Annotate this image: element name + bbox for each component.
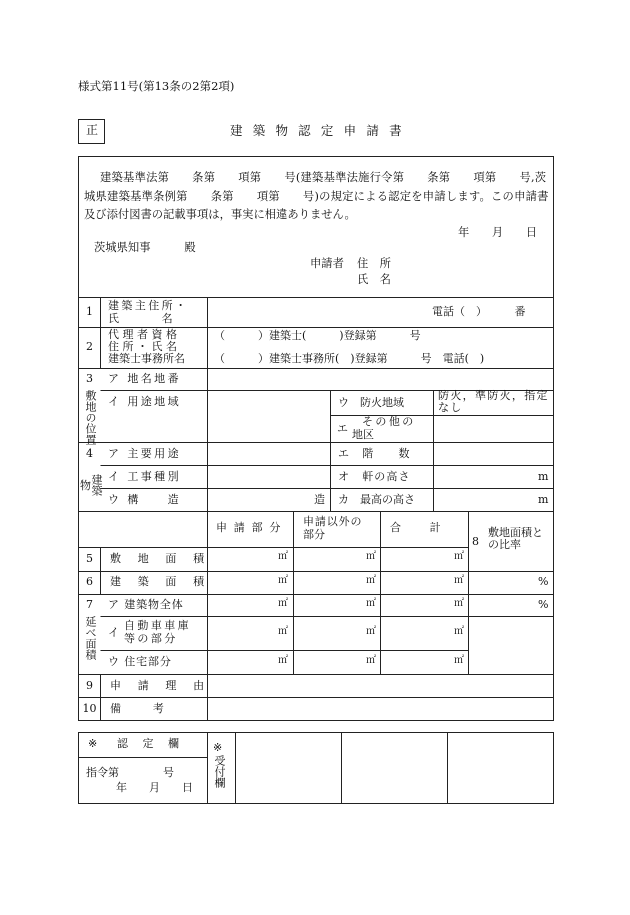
row1-label-a: 建築主住所・ [108,299,189,312]
row4-e-label: エ 階 数 [338,447,411,460]
row2-label-b: 住 所 ・ 氏 名 [108,340,177,353]
row7-group-label: 延べ面積 [84,616,97,660]
row3-e-label-a: その他の [362,415,416,428]
row4-ka-unit: m [538,493,549,506]
area-col-other-b: 部分 [303,528,325,541]
row5-number: 5 [86,552,93,565]
addressee: 茨城県知事 殿 [94,241,196,254]
row7-u-label: ウ 住宅部分 [108,655,172,668]
row5-unit-total: ㎡ [454,551,464,562]
row4-i-label: イ 工事種別 [108,470,182,483]
row7-number: 7 [86,598,93,611]
row7i-unit-apply: ㎡ [278,626,288,637]
row4-group-label [80,474,102,504]
row7a-unit-total: ㎡ [454,598,464,609]
row9-label: 申 請 理 由 [110,679,211,692]
row3-a-label: ア 地名地番 [108,372,182,385]
row6-percent: % [538,575,549,588]
row5-label: 敷 地 面 積 [110,552,211,565]
row6-label: 建 築 面 積 [110,575,211,588]
approval-mark: ※ [88,737,98,750]
row3-u-value: 防火，準防火，指定なし [438,389,549,414]
row4-number: 4 [86,447,93,460]
intro-line-3: 及び添付図書の記載事項は，事実に相違ありません。 [84,208,356,221]
row7u-unit-apply: ㎡ [278,655,288,666]
row7-i-prefix: イ [108,626,119,639]
order-number: 指令第 号 [86,766,174,779]
row3-i-label: イ 用途地域 [108,395,182,408]
row4-group-chars: 建築 [90,474,103,496]
row10-label: 備 考 [110,702,168,715]
intro-line-2: 城県建築基準条例第 条第 項第 号)の規定による認定を申請します。この申請書 [84,190,549,203]
row3-e-prefix: エ [337,422,348,435]
row4-group-char: 物 [80,479,91,492]
area-col-total: 合 計 [390,521,443,534]
name-label: 氏 名 [357,273,391,286]
row7-i-label-b: 等の部分 [124,632,178,645]
row5-unit-apply: ㎡ [278,551,288,562]
row4-u-suffix: 造 [314,493,325,506]
area-col-apply: 申 請 部 分 [216,521,283,534]
form-number: 様式第11号(第13条の2第2項) [78,79,235,93]
row4-ka-label: カ 最高の高さ [338,493,415,506]
row6-unit-total: ㎡ [454,575,464,586]
order-date: 年 月 日 [116,781,193,794]
form-title: 建 築 物 認 定 申 請 書 [230,123,405,138]
row3-e-label-b: 地区 [352,428,374,441]
row6-number: 6 [86,575,93,588]
reception-label: 受付欄 [213,755,226,788]
approval-title: 認 定 欄 [117,737,185,750]
row4-o-label: オ 軒の高さ [338,470,411,483]
row1-phone: 電話（ ） 番 [432,305,526,318]
address-label: 住 所 [357,257,391,270]
row1-number: 1 [86,305,93,318]
row4-a-label: ア 主要用途 [108,447,182,460]
area-col-other-a: 申請以外の [303,515,363,528]
row4-u-label: ウ 構 造 [108,493,182,506]
original-mark: 正 [85,123,98,137]
row3-u-label: ウ 防火地域 [338,396,404,409]
area-col8-label-b: の比率 [488,538,521,551]
row10-number: 10 [82,702,97,715]
row1-label-b: 氏 名 [108,312,176,325]
area-col8-number: 8 [472,535,479,548]
row4-o-unit: m [538,470,549,483]
application-date: 年 月 日 [458,226,538,239]
row3-group-label: 敷地の位置 [84,390,97,445]
applicant-label: 申請者 [310,257,344,270]
row6-unit-other: ㎡ [366,575,376,586]
row5-unit-other: ㎡ [366,551,376,562]
row2-label-c: 建築士事務所名 [108,352,185,365]
row2-office-line: （ ）建築士事務所( )登録第 号 電話( ) [214,352,485,365]
row7i-unit-other: ㎡ [366,626,376,637]
reception-mark: ※ [213,741,223,754]
row3-number: 3 [86,372,93,385]
row6-unit-apply: ㎡ [278,575,288,586]
row2-number: 2 [86,340,93,353]
area-col8-label-a: 敷地面積と [488,526,543,539]
intro-line-1: 建築基準法第 条第 項第 号(建築基準法施行令第 条第 項第 号,茨 [100,171,547,184]
row2-architect-line: （ ）建築士( )登録第 号 [214,329,421,342]
row2-label-a: 代 理 者 資 格 [108,328,177,341]
row9-number: 9 [86,679,93,692]
row7a-unit-apply: ㎡ [278,598,288,609]
row7a-unit-other: ㎡ [366,598,376,609]
row7-a-label: ア 建築物全体 [108,598,184,611]
row7-i-label-a: 自動車車庫 [124,619,192,632]
row7i-unit-total: ㎡ [454,626,464,637]
row7u-unit-total: ㎡ [454,655,464,666]
row7a-percent: % [538,598,549,611]
row7u-unit-other: ㎡ [366,655,376,666]
